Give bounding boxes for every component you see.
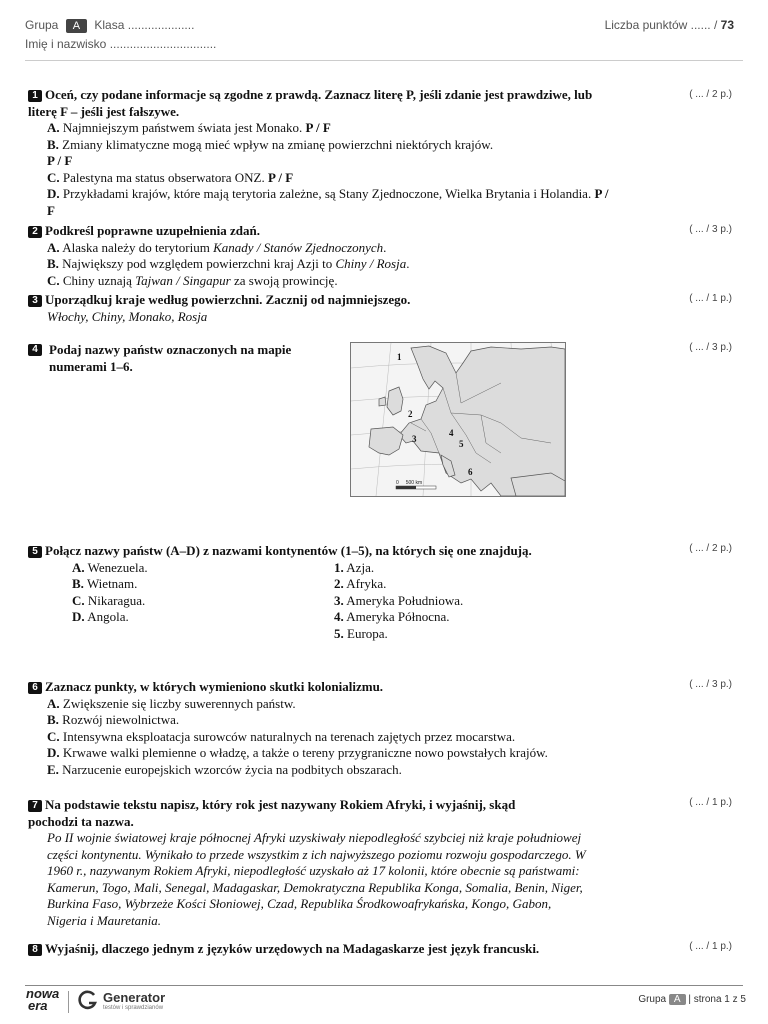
map-scale: 0 500 km <box>396 480 423 486</box>
task-number: 5 <box>28 546 42 558</box>
class-label: Klasa .................... <box>94 18 195 32</box>
true-false-choice[interactable]: P / F <box>47 186 609 218</box>
list-item[interactable]: B. Rozwój niewolnictwa. <box>47 712 180 727</box>
task-question: Uporządkuj kraje według powierzchni. Zacznij od najmniejszego. <box>45 292 411 307</box>
task-7 <box>28 797 618 929</box>
list-item[interactable]: 3. Ameryka Południowa. <box>334 592 464 608</box>
continents-column <box>334 560 463 643</box>
task-number: 4 <box>28 344 42 356</box>
list-item[interactable]: 5. Europa. <box>334 625 388 641</box>
list-item[interactable]: 1. Azja. <box>334 559 375 575</box>
task-4 <box>28 342 328 375</box>
europe-map-svg <box>351 343 565 496</box>
countries-column <box>72 560 334 643</box>
task-number: 7 <box>28 800 42 812</box>
task-2 <box>28 223 618 289</box>
answer-options[interactable]: Tajwan / Singapur <box>135 272 231 288</box>
task-8 <box>28 941 618 958</box>
task-question: Oceń, czy podane informacje są zgodne z prawdą. Zaznacz literę P, jeśli zdanie jest prawdziwe, lub literę F – jeśli jest fałszywe. <box>28 87 593 119</box>
list-item: A. Najmniejszym państwem świata jest Monako. P / F <box>47 120 331 135</box>
task-points: ( ... / 3 p.) <box>689 224 732 235</box>
page-number: | strona 1 z 5 <box>688 994 746 1005</box>
task-points: ( ... / 1 p.) <box>689 797 732 808</box>
list-item[interactable]: E. Narzucenie europejskich wzorców życia na podbitych obszarach. <box>47 761 402 777</box>
task-question: Wyjaśnij, dlaczego jednym z języków urzędowych na Madagaskarze jest język francuski. <box>45 941 540 956</box>
true-false-choice[interactable]: P / F <box>305 120 331 135</box>
list-item[interactable]: 4. Ameryka Północna. <box>334 609 450 624</box>
generator-icon <box>78 990 98 1010</box>
task-6 <box>28 679 618 778</box>
task-question: Podkreśl poprawne uzupełnienia zdań. <box>45 223 261 238</box>
logo-separator <box>68 991 69 1013</box>
true-false-choice[interactable]: P / F <box>267 169 294 185</box>
header-divider <box>25 60 743 61</box>
list-item[interactable]: C. Nikaragua. <box>72 592 146 608</box>
map-label-6: 6 <box>468 467 473 477</box>
task-question: Zaznacz punkty, w których wymieniono skutki kolonializmu. <box>45 679 384 694</box>
task-question: Na podstawie tekstu napisz, który rok jest nazywany Rokiem Afryki, i wyjaśnij, skąd pochodzi ta nazwa. <box>28 797 516 829</box>
list-item[interactable]: B. Wietnam. <box>72 576 138 591</box>
list-item[interactable]: D. Angola. <box>72 609 129 624</box>
page-info <box>638 994 746 1005</box>
task-question: Połącz nazwy państw (A–D) z nazwami kontynentów (1–5), na których się one znajdują. <box>45 543 532 558</box>
points-total: 73 <box>720 18 734 32</box>
task-points: ( ... / 3 p.) <box>689 679 732 690</box>
source-text: Po II wojnie światowej kraje północnej Afryki uzyskiwały niepodległość szybciej niż kraje południowej części kontynentu. Wynikało to przede wszystkim z ich najwyższego poziomu rozwoju gospodarczego. W 1960 r., nazywanym Rokiem Afryki, niepodległość uzyskało aż 17 kolonii, które obecnie są państwami: Kamerun, Togo, Mali, Senegal, Madagaskar, Demokratyczna Republika Konga, Somalia, Benin, Niger, Burkina Faso, Wybrzeże Kości Słoniowej, Czad, Republika Środkowoafrykańska, Kongo, Gabon, Nigeria i Mauretania. <box>47 830 586 928</box>
list-item: D. Przykładami krajów, które mają terytoria zależne, są Stany Zjednoczone, Wielka Brytania i Holandia. P / F <box>47 186 609 218</box>
list-item[interactable]: 2. Afryka. <box>334 576 387 591</box>
task-3 <box>28 292 618 325</box>
task-question: Podaj nazwy państw oznaczonych na mapie numerami 1–6. <box>49 342 292 374</box>
map-label-5: 5 <box>459 439 464 449</box>
task-1 <box>28 87 618 219</box>
list-item[interactable]: A. Zwiększenie się liczby suwerennych państw. <box>47 695 296 711</box>
header-group <box>25 18 194 33</box>
list-item: C. Chiny uznają Tajwan / Singapur za swoją prowincję. <box>47 272 338 288</box>
list-item[interactable]: D. Krwawe walki plemienne o władzę, a także o tereny przygraniczne nowo powstałych krajów. <box>47 745 548 760</box>
group-label: Grupa <box>25 18 59 32</box>
map-label-1: 1 <box>397 352 402 362</box>
task-points: ( ... / 2 p.) <box>689 543 732 554</box>
matching-columns <box>28 560 618 643</box>
task-5 <box>28 543 618 642</box>
task-number: 8 <box>28 944 42 956</box>
nowa-era-logo: nowa era <box>26 986 60 1013</box>
task-points: ( ... / 3 p.) <box>689 342 732 353</box>
answer-options[interactable]: Kanady / Stanów Zjednoczonych <box>213 239 384 255</box>
map-label-4: 4 <box>449 428 454 438</box>
europe-map <box>350 342 566 497</box>
list-item[interactable]: C. Intensywna eksploatacja surowców naturalnych na terenach zajętych przez mocarstwa. <box>47 728 516 744</box>
list-item[interactable]: A. Wenezuela. <box>72 559 148 575</box>
task-number: 2 <box>28 226 42 238</box>
group-badge: A <box>66 19 87 33</box>
footer-group-label: Grupa <box>638 994 667 1005</box>
task-points: ( ... / 1 p.) <box>689 293 732 304</box>
task-points: ( ... / 1 p.) <box>689 941 732 952</box>
points-label: Liczba punktów ...... / <box>604 18 718 32</box>
points-header <box>605 18 734 32</box>
answer-options[interactable]: Chiny / Rosja <box>335 256 407 271</box>
list-item: A. Alaska należy do terytorium Kanady / Stanów Zjednoczonych. <box>47 239 387 255</box>
task-number: 1 <box>28 90 42 102</box>
map-label-2: 2 <box>408 409 413 419</box>
list-item: B. Największy pod względem powierzchni kraj Azji to Chiny / Rosja. <box>47 256 410 271</box>
footer-group-badge: A <box>669 994 686 1005</box>
task-points: ( ... / 2 p.) <box>689 89 732 100</box>
country-list: Włochy, Chiny, Monako, Rosja <box>47 308 208 324</box>
true-false-choice[interactable]: P / F <box>47 153 73 168</box>
name-label: Imię i nazwisko ................................ <box>25 37 217 51</box>
list-item: B. Zmiany klimatyczne mogą mieć wpływ na zmianę powierzchni niektórych krajów. P / F <box>47 136 494 168</box>
task-number: 3 <box>28 295 42 307</box>
map-label-3: 3 <box>412 434 417 444</box>
list-item: C. Palestyna ma status obserwatora ONZ. P / F <box>47 169 294 185</box>
footer-divider <box>25 985 743 986</box>
task-number: 6 <box>28 682 42 694</box>
